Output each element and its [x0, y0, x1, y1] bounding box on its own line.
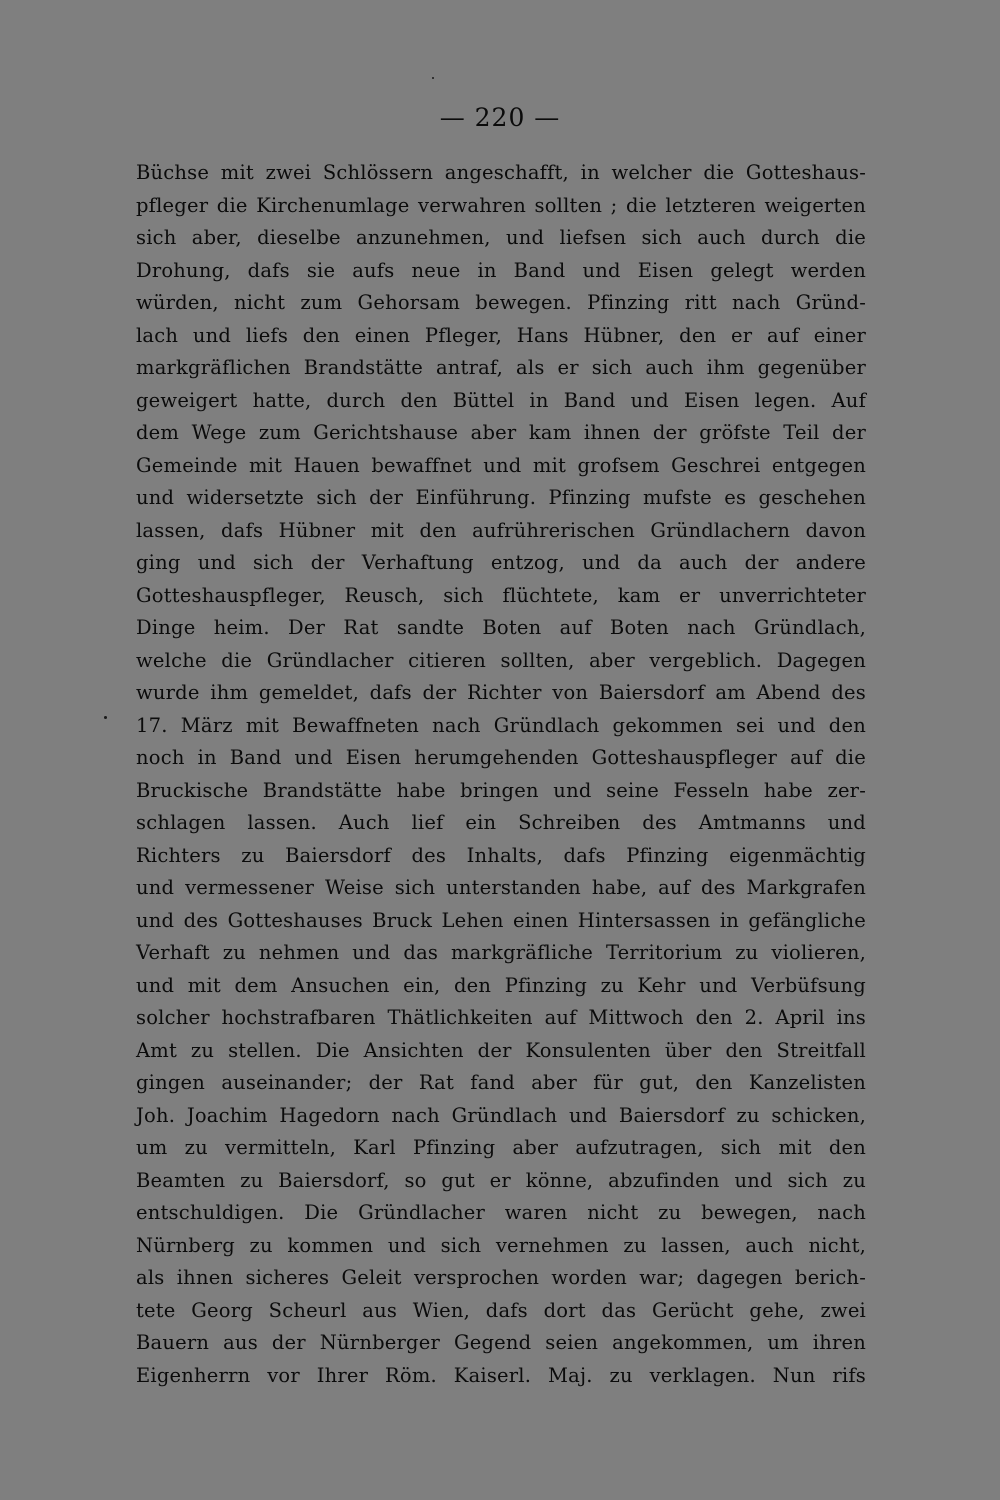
text-line: dem Wege zum Gerichtshause aber kam ihnen der gröfste Teil der [136, 421, 866, 444]
text-line: pfleger die Kirchenumlage verwahren sollten ; die letzteren weigerten [136, 193, 866, 217]
text-line: 17. März mit Bewaffneten nach Gründlach gekommen sei und den [136, 713, 866, 737]
text-line: lach und liefs den einen Pfleger, Hans Hübner, den er auf einer [136, 323, 866, 347]
text-line: Eigenherrn vor Ihrer Röm. Kaiserl. Maj. zu verklagen. Nun rifs [136, 1363, 866, 1387]
scan-speck [104, 716, 107, 719]
scan-speck [432, 77, 434, 79]
text-line: würden, nicht zum Gehorsam bewegen. Pfinzing ritt nach Gründ- [136, 291, 866, 314]
text-line: wurde ihm gemeldet, dafs der Richter von Baiersdorf am Abend des [136, 681, 866, 704]
text-line: und vermessener Weise sich unterstanden habe, auf des Markgrafen [136, 876, 866, 899]
text-line: Gemeinde mit Hauen bewaffnet und mit grofsem Geschrei entgegen [136, 453, 866, 477]
text-line: und mit dem Ansuchen ein, den Pfinzing zu Kehr und Verbüfsung [136, 973, 866, 997]
text-line: Joh. Joachim Hagedorn nach Gründlach und Baiersdorf zu schicken, [136, 1103, 866, 1127]
text-line: lassen, dafs Hübner mit den aufrührerischen Gründlachern davon [136, 518, 866, 542]
text-line: tete Georg Scheurl aus Wien, dafs dort das Gerücht gehe, zwei [136, 1298, 866, 1322]
text-line: entschuldigen. Die Gründlacher waren nicht zu bewegen, nach [136, 1201, 866, 1224]
text-line: Beamten zu Baiersdorf, so gut er könne, abzufinden und sich zu [136, 1168, 866, 1192]
page-number: — 220 — [439, 103, 561, 132]
text-line: Drohung, dafs sie aufs neue in Band und Eisen gelegt werden [136, 258, 866, 282]
text-line: geweigert hatte, durch den Büttel in Band und Eisen legen. Auf [136, 388, 866, 412]
text-line: Gotteshauspfleger, Reusch, sich flüchtete, kam er unverrichteter [136, 583, 866, 607]
text-line: Nürnberg zu kommen und sich vernehmen zu lassen, auch nicht, [136, 1233, 866, 1257]
text-line: Verhaft zu nehmen und das markgräfliche Territorium zu violieren, [136, 941, 866, 964]
text-line: markgräflichen Brandstätte antraf, als er sich auch ihm gegenüber [136, 356, 866, 379]
text-line: Bruckische Brandstätte habe bringen und seine Fesseln habe zer- [136, 778, 866, 802]
text-line: Dinge heim. Der Rat sandte Boten auf Boten nach Gründlach, [136, 616, 866, 639]
text-line: schlagen lassen. Auch lief ein Schreiben des Amtmanns und [136, 811, 866, 834]
text-line: gingen auseinander; der Rat fand aber für gut, den Kanzelisten [136, 1071, 866, 1094]
body-text [136, 157, 866, 1392]
text-line: und widersetzte sich der Einführung. Pfinzing mufste es geschehen [136, 486, 866, 509]
text-line: als ihnen sicheres Geleit versprochen worden war; dagegen berich- [136, 1266, 866, 1289]
text-line: welche die Gründlacher citieren sollten, aber vergeblich. Dagegen [136, 648, 866, 672]
text-line: Amt zu stellen. Die Ansichten der Konsulenten über den Streitfall [136, 1038, 866, 1062]
text-line: ging und sich der Verhaftung entzog, und da auch der andere [136, 551, 866, 574]
text-line: noch in Band und Eisen herumgehenden Gotteshauspfleger auf die [136, 746, 866, 769]
text-line: Büchse mit zwei Schlössern angeschafft, in welcher die Gotteshaus- [136, 161, 866, 184]
text-line: Bauern aus der Nürnberger Gegend seien angekommen, um ihren [136, 1331, 866, 1354]
text-line: und des Gotteshauses Bruck Lehen einen Hintersassen in gefängliche [136, 908, 866, 932]
text-line: Richters zu Baiersdorf des Inhalts, dafs Pfinzing eigenmächtig [136, 843, 866, 867]
text-line: solcher hochstrafbaren Thätlichkeiten auf Mittwoch den 2. April ins [136, 1006, 866, 1029]
text-line: sich aber, dieselbe anzunehmen, und liefsen sich auch durch die [136, 226, 866, 249]
text-line: um zu vermitteln, Karl Pfinzing aber aufzutragen, sich mit den [136, 1136, 866, 1159]
